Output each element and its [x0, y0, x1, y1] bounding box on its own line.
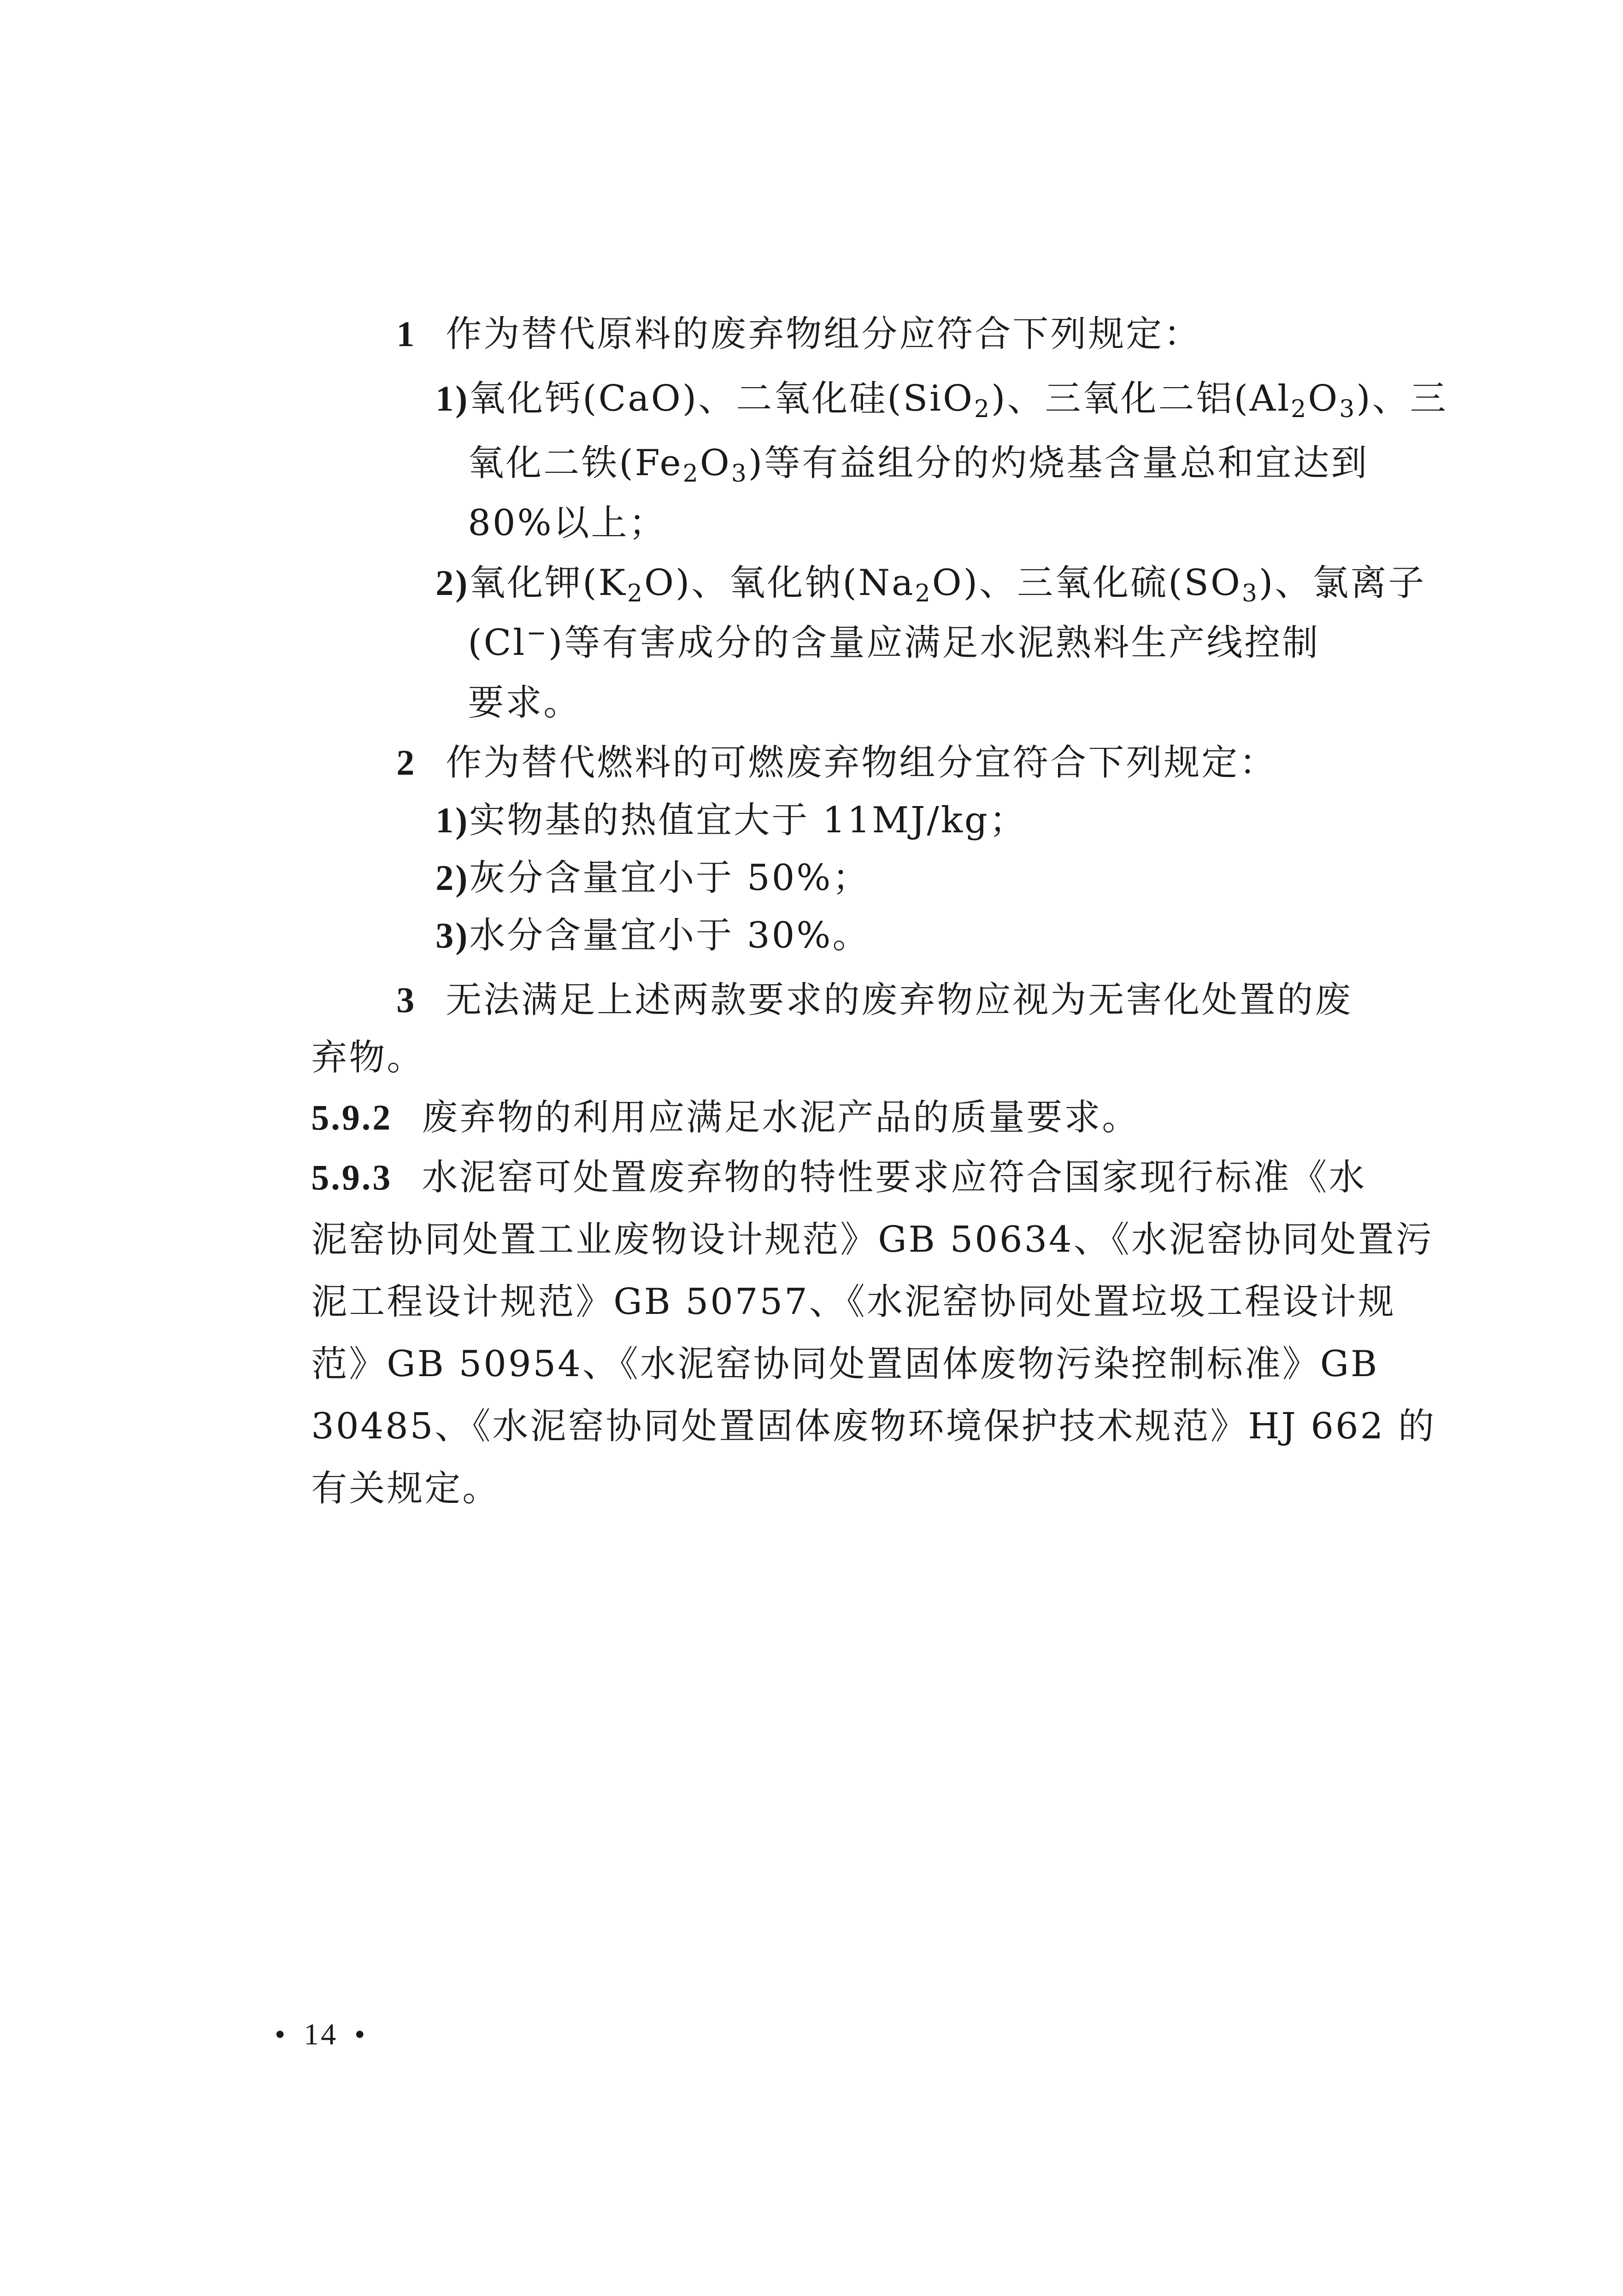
clause-3-line-1: 3 无法满足上述两款要求的废弃物应视为无害化处置的废: [396, 979, 1353, 1021]
clause-1: [343, 251, 1202, 355]
section-5-9-3-line-2: 泥窑协同处置工业废物设计规范》GB 50634、《水泥窑协同处置污: [311, 1219, 1434, 1260]
clause-number: 3: [396, 980, 417, 1020]
subclause-number: 1): [435, 378, 470, 418]
section-5-9-2: 5.9.2 废弃物的利用应满足水泥产品的质量要求。: [311, 1097, 1140, 1138]
section-5-9-3-line-3: 泥工程设计规范》GB 50757、《水泥窑协同处置垃圾工程设计规: [311, 1281, 1396, 1323]
section-5-9-3-line-5: 30485、《水泥窑协同处置固体废物环境保护技术规范》HJ 662 的: [311, 1406, 1436, 1447]
clause-number: 1: [396, 314, 417, 354]
subclause-2-2: 2)灰分含量宜小于 50%；: [435, 857, 870, 899]
clause-text: 作为替代燃料的可燃废弃物组分宜符合下列规定：: [446, 742, 1277, 783]
page-number-footer: [258, 2012, 383, 2058]
subclause-2-1: 1)实物基的热值宜大于 11MJ/kg；: [435, 800, 1027, 841]
bullet-dot-right: •: [354, 2018, 367, 2051]
subclause-number: 2): [435, 563, 470, 603]
clause-number: 2: [396, 742, 417, 783]
section-5-9-3-line-4: 范》GB 50954、《水泥窑协同处置固体废物污染控制标准》GB: [311, 1343, 1379, 1385]
bullet-dot-left: •: [275, 2018, 288, 2051]
subclause-1-2-line-3: 要求。: [468, 682, 582, 724]
subclause-1-1-line-2: 氧化二铁$(Fe_2O_3)$等有益组分的灼烧基含量总和宜达到: [468, 442, 1369, 488]
clause-2: [343, 680, 1277, 783]
subclause-1-2-line-2: (Cl−)等有害成分的含量应满足水泥熟料生产线控制: [468, 619, 1320, 664]
clause-3-line-2: 弃物。: [311, 1037, 425, 1078]
section-number: 5.9.2: [311, 1097, 393, 1137]
clause-text: 作为替代原料的废弃物组分应符合下列规定：: [446, 313, 1202, 355]
page-number: 14: [304, 2018, 338, 2051]
section-5-9-3-line-1: 5.9.3 水泥窑可处置废弃物的特性要求应符合国家现行标准《水: [311, 1157, 1367, 1198]
subclause-1-1-line-1: 1)氧化钙(CaO)、二氧化硅(SiO$_2$)、三氧化二铝$(Al_2O_3)$、三: [435, 378, 1448, 423]
subclause-1-2-line-1: 2)氧化钾$(K_2O)$、氧化钠$(Na_2O)$、三氧化硫$(SO_3)$、氯离子: [435, 562, 1426, 607]
section-number: 5.9.3: [311, 1157, 393, 1197]
subclause-2-3: 3)水分含量宜小于 30%。: [435, 915, 870, 956]
subclause-1-1-line-3: 80%以上；: [468, 502, 667, 544]
section-5-9-3-line-6: 有关规定。: [311, 1468, 500, 1509]
